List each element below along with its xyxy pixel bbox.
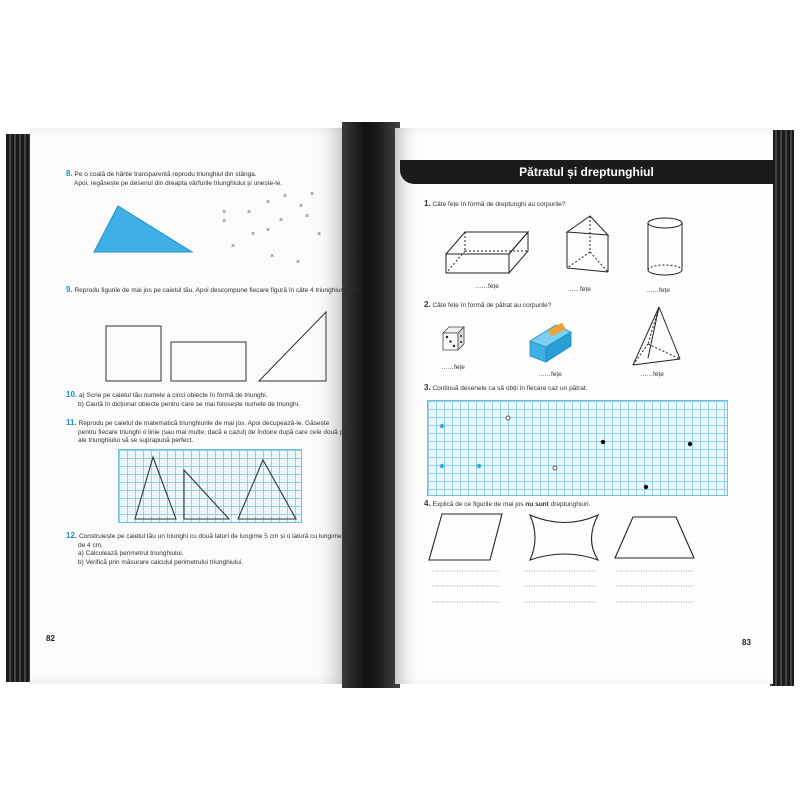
exercise-text: b) Verifică prin măsurare calculul perimetrului triunghiului. [78, 558, 244, 566]
cross-point: × [283, 193, 288, 200]
answer-blank[interactable]: ……fețe [640, 371, 664, 378]
cross-point: × [299, 203, 304, 210]
exercise-text: Câte fețe în formă de pătrat au corpurile? [432, 302, 552, 309]
answer-lines[interactable] [432, 571, 694, 602]
cross-point: × [310, 191, 315, 198]
cross-point: × [296, 259, 301, 266]
exercise-number: 9. [66, 285, 73, 294]
page-number-left: 82 [46, 634, 55, 643]
cross-point: × [231, 243, 236, 250]
trapezoid-shape [615, 517, 694, 558]
exercise-text: dreptunghiuri. [548, 501, 591, 508]
exercise-text: Reprodu figurile de mai jos pe caietul tău. Apoi descompune fiecare figură în câte 4 triunghiuri la fel. [74, 287, 362, 294]
exercise-text-bold: nu sunt [525, 501, 549, 508]
exercise-number: 2. [424, 300, 431, 309]
exercise-text: pentru fiecare triunghi o linie (sau mai multe, dacă e cazul) de îndoire după care cele două părți [78, 428, 353, 436]
parallelogram-shape [429, 514, 502, 560]
cross-point: × [266, 199, 271, 206]
exercise-text: b) Caută în dicționar obiecte pentru care se mai folosește numele de triunghi. [78, 400, 300, 408]
cross-point: × [266, 227, 271, 234]
cross-point: × [251, 231, 256, 238]
concave-quadrilateral-shape [530, 515, 598, 560]
exercise-text: Continuă desenele ca să obții în fiecare caz un pătrat. [432, 385, 588, 392]
exercise-text: Explică de ce figurile de mai jos [432, 501, 526, 508]
cross-point: × [222, 218, 227, 225]
exercise-number: 12. [66, 531, 78, 540]
cross-point: × [305, 213, 310, 220]
answer-blank[interactable]: ……fețe [475, 283, 499, 290]
page-number-right: 83 [742, 638, 751, 647]
exercise-text: Câte fețe în formă de dreptunghi au corpurile? [432, 201, 566, 208]
cross-point: × [247, 209, 252, 216]
answer-blank[interactable]: ……fețe [441, 364, 465, 371]
exercise-text: Apoi, regăsește pe desenul din dreapta vârfurile triunghiului și unește-le. [74, 179, 283, 187]
exercise-text: Reprodu pe caietul de matematică triunghiurile de mai jos. Apoi decupează-le. Găsește [78, 420, 330, 427]
exercise-number: 3. [424, 383, 431, 392]
exercise-text: Construiește pe caietul tău un triunghi cu două laturi de lungime 5 cm și o latură cu lungimea [78, 533, 346, 540]
exercise-text: a) Scrie pe caietul tău numele a cinci obiecte în formă de triunghi. [78, 392, 268, 399]
exercise-number: 4. [424, 499, 431, 508]
answer-blank[interactable]: ……fețe [567, 286, 591, 293]
cross-point: × [317, 231, 322, 238]
exercise-number: 8. [66, 169, 73, 178]
exercise-number: 10. [66, 390, 78, 399]
exercise-text: ale triunghiului să se suprapună perfect. [78, 437, 194, 444]
cross-point: × [279, 217, 284, 224]
cross-point: × [270, 253, 275, 260]
exercise-number: 11. [66, 418, 77, 427]
exercise-text: a) Calculează perimetrul triunghiului. [78, 550, 184, 557]
exercise-number: 1. [424, 199, 431, 208]
cross-point: × [222, 209, 227, 216]
exercise-text: de 4 cm. [78, 541, 103, 549]
exercise-text: Pe o coală de hârtie transparentă reprodu triunghiul din stânga. [74, 171, 257, 178]
answer-blank[interactable]: ……fețe [538, 371, 562, 378]
section-title: Pătratul și dreptunghiul [519, 165, 654, 179]
answer-blank[interactable]: ……fețe [646, 287, 670, 294]
